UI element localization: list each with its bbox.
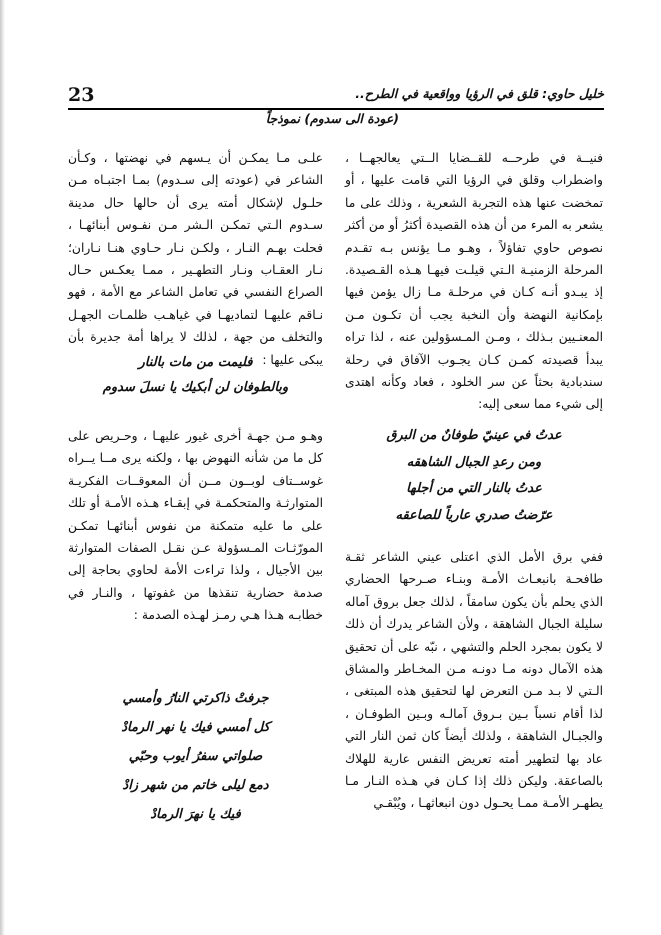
poem-line: دمع ليلى خاتم من شهر زادْ xyxy=(122,778,269,793)
page-number: 23 xyxy=(68,84,95,106)
left-column xyxy=(68,147,323,371)
right-column-lower xyxy=(345,546,603,815)
poem-line: جرفتْ ذاكرتي النارُ وأمسي xyxy=(122,691,269,706)
poem-line: كل أمسي فيك يا نهر الرمادْ xyxy=(121,720,270,735)
poem-line: وبالطوفان لن أبكيك يا نسلَ سدوم xyxy=(102,380,289,395)
running-header-subtitle: (عودة الى سدوم) نموذجاً xyxy=(265,111,399,126)
running-header-title: خليل حاوي: قلق في الرؤيا وواقعية في الطرح.. xyxy=(355,86,604,101)
right-column xyxy=(345,147,603,416)
poem-line: عرّضتُ صدري عارياً للصاعقه xyxy=(395,507,553,523)
poem-line: عدتُ بالنار التي من أجلها xyxy=(406,481,542,496)
header-divider xyxy=(68,108,604,110)
left-poem-2 xyxy=(68,684,323,829)
left-column-middle xyxy=(68,425,323,627)
poem-line: صلواتي سفرُ أيوب وحبّي xyxy=(128,749,263,764)
poem-line: ومن رعدِ الجبال الشاهقه xyxy=(406,454,542,470)
right-poem xyxy=(345,423,603,529)
poem-line: عدتُ في عينيّ طوفانٌ من البرق xyxy=(386,428,562,443)
left-paragraph-1: علـى مـا يمكـن أن يـسهم في نهضتها ، وكـأن الشاعر في (عودته إلى سـدوم) بمـا اجتبـاه مـن حلـول لإشكال أمته يرى أن حالها حال مدينة سـدوم الـتي تمكـن الـشر مـن نفـوس أبنائهـا ، فحلت بهـم النـار ، ولكـن نـار حـاوي هنـا نـاران؛ نـار العقـاب ونـار التطهـير ، ممـا يعكـس حـال الصراع النفسي في تعامل الشاعر مع الأمة ، فهو نـاقم عليهـا لتماديهـا في غياهـب ظلمـات الجهـل والتخلف من جهة ، لذلك لا يراها أمة جديرة بأن يبكى عليها : xyxy=(68,151,323,367)
right-paragraph-1: فنيــة في طرحــه للقــضايا الــتي يعالجهــا ، واضطراب وقلق في الرؤيا التي قامت عليها ، أو تمخضت عنها هذه التجربة الشعرية ، وذلك على ما يشعر به المرء من أن هذه القصيدة أكثرُ أو من أكثر نصوص حاوي تفاؤلاً ، وهـو مـا يؤنس بـه تقـدم المرحلة الزمنيـة الـتي قيلـت فيهـا هـذه القـصيدة. إذ يبـدو أنـه كـان في مرحلـة مـا زال يؤمن فيها بإمكانية النهضة وأن النخبة يجب أن تكـون مـن المعنـيين بـذلك ، ومـن المـسؤولين عنه ، لذا تراه يبدأ قصيدته كمـن كـان يجـوب الآفاق في رحلة سندبادية بحثاً عن سر الخلود ، فعاد وكأنه اهتدى إلى شيء مما سعى إليه: xyxy=(345,151,603,412)
poem-line: فيك يا نهرَ الرمادْ xyxy=(150,807,241,822)
page-edge-shadow xyxy=(0,0,5,935)
poem-line: فليمت من مات بالنار xyxy=(138,355,253,370)
left-poem-1 xyxy=(68,350,323,400)
right-paragraph-2: ففي برق الأمل الذي اعتلى عيني الشاعر ثقـة طافحـة بانبعـاث الأمـة وبنـاء صـرحها الحضاري الذي يحلم بأن يكون سامقاً ، لذلك جعل بروق آماله سليلة الجبال الشاهقة ، ولأن الشاعر يدرك أن ذلك لا يكون بمجرد الحلم والتشهي ، نبّه على أن تحقيق هذه الآمال دونه مـا دونـه مـن المخـاطر والمشاق الـتي لا بـد مـن التعرض لها لتحقيق هذه المبتغى ، لذا أقام نسباً بـين بـروق آمالـه وبـين الطوفـان ، والجبـال الشاهقة ، ولذلك أيضاً كان ثمن النار التي عاد بها لتطهير أمته تعريض النفس عارية للهلاك بالصاعقة. وليكن ذلك إذا كـان في هـذه النـار مـا يطهـر الأمـة ممـا يحـول دون انبعاثهـا ، ويُبْقـي xyxy=(345,550,603,811)
left-paragraph-2: وهـو مـن جهـة أخرى غيور عليهـا ، وحـريص على كل ما من شأنه النهوض بها ، ولكنه يرى مــا يــراه غوســتاف لوبــون مــن أن المعوقــات الفكريـة المتوارثـة والمتحكمـة في إبقـاء هـذه الأمـة أو تلك على ما عليه متمكنة من نفوس أبنائهـا تمكـن المورّثـات المـسؤولة عـن نقـل الصفات المتوارثة بين الأجيال ، ولذا تراءت الأمة لحاوي بحاجة إلى صدمة حضارية تنقذها من غفوتها ، والنـار في خطابـه هـذا هـي رمـز لهـذه الصدمة : xyxy=(68,429,323,623)
